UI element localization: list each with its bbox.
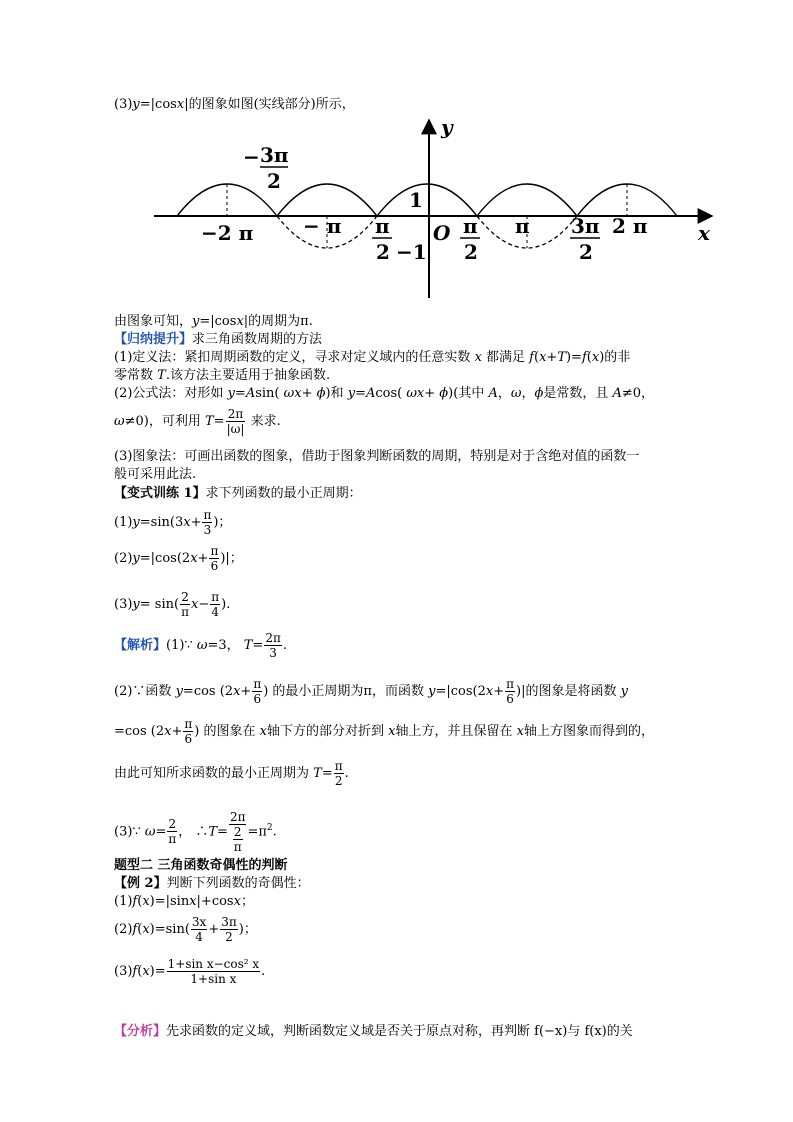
text-run: )=|sin xyxy=(149,894,190,909)
text-run: 3 xyxy=(203,523,212,537)
text-run: . xyxy=(282,638,287,653)
fraction xyxy=(167,957,261,986)
text-run: x xyxy=(190,551,198,566)
text-run: T xyxy=(157,368,166,383)
text-run: 先求函数的定义域，判断函数定义域是否关于原点对称，再判断 f(−x)与 f(x)的关 xyxy=(166,1024,633,1039)
fraction xyxy=(264,631,282,660)
text-run: =|cos xyxy=(199,314,237,329)
text-run: y xyxy=(132,97,140,112)
text-run: y xyxy=(132,551,140,566)
fraction xyxy=(220,915,238,944)
text-run: (2) xyxy=(114,922,133,937)
text-run: 4 xyxy=(211,605,219,619)
label-neg3pi2-minus: − xyxy=(243,145,260,169)
text-run: 2π xyxy=(229,809,246,824)
text-run: (1)定义法：紧扣周期函数的定义，寻求对定义域内的任意实数 xyxy=(114,350,475,365)
text-run: π xyxy=(203,508,212,522)
compound-fraction xyxy=(229,810,247,854)
line-analysis xyxy=(114,1023,633,1041)
text-run: = sin( xyxy=(139,597,180,612)
text-run: 3π xyxy=(221,915,237,929)
text-run: = xyxy=(217,824,228,840)
label-neg2pi: −2 π xyxy=(201,221,254,245)
fraction xyxy=(191,915,207,944)
text-run: 6 xyxy=(210,559,219,573)
text-run: (3)∵ xyxy=(114,824,145,840)
text-run: f xyxy=(132,894,138,909)
text-run: T xyxy=(208,824,218,840)
label-pi2-num: π xyxy=(463,214,478,238)
text-run: y xyxy=(192,314,200,329)
text-run: |的周期为π. xyxy=(243,314,313,329)
text-run: x xyxy=(183,515,191,530)
x-axis-label: x xyxy=(698,221,710,245)
text-run: + xyxy=(240,684,252,699)
text-run: (1)∵ xyxy=(166,638,197,653)
text-run: ( xyxy=(137,922,143,937)
line-period-conclusion xyxy=(114,313,313,331)
text-run: ) 的最小正周期为π，而函数 xyxy=(263,684,429,699)
text-run: (3) xyxy=(114,964,133,979)
text-run: + xyxy=(190,515,202,530)
text-run: π xyxy=(211,590,220,604)
text-run: x xyxy=(142,964,150,979)
text-run: x xyxy=(164,724,172,739)
text-run: π xyxy=(181,605,189,619)
fraction xyxy=(233,825,243,854)
text-run: + xyxy=(301,386,317,401)
text-run: ). xyxy=(221,597,231,612)
text-run: 求下列函数的最小正周期： xyxy=(205,486,362,501)
line-solution-3 xyxy=(114,798,277,862)
label-pi2-den: 2 xyxy=(464,240,478,264)
text-run: + xyxy=(208,922,220,937)
text-run: T xyxy=(204,414,214,429)
label-pi: π xyxy=(515,214,530,238)
text-run: 由此可知所求函数的最小正周期为 xyxy=(114,766,314,781)
text-run: y xyxy=(347,386,356,401)
text-run: T xyxy=(557,350,566,365)
text-run: π xyxy=(334,759,343,773)
text-run: 来求. xyxy=(246,414,281,429)
line-solution-2-result xyxy=(114,758,349,790)
text-run: 零常数 xyxy=(114,368,158,383)
text-run xyxy=(229,825,247,854)
text-run: )|的图象是将函数 xyxy=(516,684,621,699)
text-run: ( xyxy=(137,894,143,909)
text-run: 【变式训练 1】 xyxy=(114,486,206,501)
text-run: (3) xyxy=(114,597,133,612)
text-run: 6 xyxy=(184,732,193,746)
text-run: ( xyxy=(586,350,592,365)
fraction xyxy=(334,759,344,788)
text-run: cos( xyxy=(375,386,407,401)
line-definition-method-cont xyxy=(114,367,330,385)
text-run: 6 xyxy=(506,692,514,706)
text-run: (3) xyxy=(114,97,133,112)
text-run: x xyxy=(189,894,197,909)
text-run: )和 xyxy=(325,386,348,401)
text-run: = xyxy=(355,386,366,401)
text-run: = xyxy=(155,824,167,840)
text-run: =3， xyxy=(207,638,244,653)
text-run: ≠0， xyxy=(621,386,655,401)
text-run: )= xyxy=(149,964,166,979)
text-run: 1+sin x xyxy=(190,972,237,986)
text-run: y xyxy=(428,684,436,699)
text-run: ω xyxy=(144,824,156,840)
text-run: 3 xyxy=(269,646,277,660)
text-run: =π xyxy=(247,824,267,840)
text-run: + xyxy=(171,724,183,739)
text-run: − xyxy=(198,597,210,612)
fraction xyxy=(252,677,262,706)
text-run: x xyxy=(190,597,199,612)
text-run: x xyxy=(388,724,396,739)
text-run: y xyxy=(132,515,140,530)
text-run: ϕ xyxy=(316,386,326,401)
text-run: = xyxy=(321,766,333,781)
line-example-2-part2 xyxy=(114,914,257,946)
text-run: y xyxy=(132,597,140,612)
text-run: )的非 xyxy=(599,350,631,365)
text-run: f xyxy=(529,350,534,365)
text-run: 6 xyxy=(253,692,262,706)
text-run: ω xyxy=(196,638,208,653)
text-run: y xyxy=(227,386,235,401)
text-run: y xyxy=(620,684,628,699)
text-run: A xyxy=(488,386,498,401)
text-run: ωx xyxy=(283,386,302,401)
line-summary-heading xyxy=(114,331,322,349)
text-run: 判断下列函数的奇偶性： xyxy=(166,876,310,891)
text-run: ) 的图象在 xyxy=(194,724,260,739)
text-run: sin( xyxy=(255,386,284,401)
text-run: )= xyxy=(565,350,582,365)
text-run: x xyxy=(233,894,241,909)
text-run: 2 xyxy=(168,817,177,832)
text-run: 2 xyxy=(225,930,233,944)
text-run: x xyxy=(591,350,600,365)
text-run: x xyxy=(142,922,150,937)
text-run: )； xyxy=(213,515,232,530)
text-run: . xyxy=(261,964,266,979)
text-run: ω xyxy=(510,386,522,401)
fraction xyxy=(505,677,515,706)
text-run: x xyxy=(485,684,494,699)
text-run: 由图象可知， xyxy=(114,314,193,329)
text-run: ωx xyxy=(406,386,425,401)
label-neg3pi2-den: 2 xyxy=(267,169,281,193)
line-problem-3 xyxy=(114,590,230,620)
text-run: ； xyxy=(240,894,254,909)
line-problem-2 xyxy=(114,544,243,574)
text-run: 1+sin x−cos² x xyxy=(167,957,260,971)
label-2pi: 2 π xyxy=(612,214,648,238)
text-run: (2)∵函数 xyxy=(114,684,176,699)
text-run: ≠0)，可利用 xyxy=(124,414,205,429)
text-run: π xyxy=(168,832,177,847)
line-problem-1 xyxy=(114,508,231,538)
text-run: )|； xyxy=(220,551,243,566)
text-run: (1) xyxy=(114,515,133,530)
text-run: ( xyxy=(137,964,143,979)
text-run: ϕ xyxy=(534,386,544,401)
text-run: =|cos(2 xyxy=(139,551,191,566)
text-run: f xyxy=(132,922,138,937)
text-run: π xyxy=(233,839,242,854)
line-solution-2 xyxy=(114,676,628,708)
text-run: =cos (2 xyxy=(114,724,165,739)
fraction xyxy=(210,590,220,619)
text-run: 【归纳提升】 xyxy=(114,332,193,347)
text-run: + xyxy=(197,551,209,566)
text-run: 【例 2】 xyxy=(114,876,167,891)
text-run: A xyxy=(612,386,622,401)
text-run: ， xyxy=(497,386,511,401)
text-run: π xyxy=(506,677,515,691)
label-3pi2-den: 2 xyxy=(579,240,593,264)
label-negpi2-num: π xyxy=(375,214,390,238)
text-run: )(其中 xyxy=(448,386,489,401)
line-graph-method: (3)图象法：可画出函数的图象，借助于图象判断函数的周期，特别是对于含绝对值的函数一 xyxy=(114,449,640,464)
text-run: x xyxy=(539,350,547,365)
label-one: 1 xyxy=(409,188,423,212)
text-run: x xyxy=(259,724,267,739)
text-run: ， xyxy=(521,386,535,401)
text-run: .该方法主要适用于抽象函数. xyxy=(165,368,331,383)
text-run: = xyxy=(234,386,246,401)
text-run: 求三角函数周期的方法 xyxy=(192,332,323,347)
text-run: ϕ xyxy=(439,386,449,401)
text-run: 4 xyxy=(195,930,203,944)
text-run: ω xyxy=(114,414,125,429)
text-run: 都满足 xyxy=(481,350,530,365)
text-run: + xyxy=(546,350,558,365)
text-run: ( xyxy=(533,350,540,365)
text-run: x xyxy=(474,350,482,365)
section-heading-type2: 题型二 三角函数奇偶性的判断 xyxy=(114,858,288,873)
line-graph-method-cont: 般可采用此法. xyxy=(114,467,197,482)
text-run: 2 xyxy=(334,774,343,788)
text-run: (2)公式法：对形如 xyxy=(114,386,228,401)
text-run: |ω| xyxy=(226,422,245,436)
text-run: A xyxy=(365,386,376,401)
text-run: + xyxy=(493,684,505,699)
text-run: )=sin( xyxy=(149,922,190,937)
text-run: f xyxy=(132,964,138,979)
text-run: x xyxy=(176,97,185,112)
text-run: 【分析】 xyxy=(114,1024,167,1039)
text-run: 2 xyxy=(233,824,242,839)
fraction xyxy=(202,508,212,537)
text-run: x xyxy=(142,894,150,909)
line-formula-T xyxy=(114,406,281,438)
text-run: x xyxy=(516,724,524,739)
text-run: 3x xyxy=(191,915,207,929)
label-neg3pi2-num: 3π xyxy=(260,143,289,167)
label-minus-one: −1 xyxy=(396,240,427,264)
text-run: 是常数，且 xyxy=(543,386,613,401)
text-run: T xyxy=(313,766,322,781)
text-run: =cos (2 xyxy=(182,684,234,699)
text-run: π xyxy=(184,717,193,731)
fraction xyxy=(209,544,219,573)
label-3pi2-num: 3π xyxy=(571,214,600,238)
line-example-2-heading xyxy=(114,875,310,893)
text-run: 轴上方图象而得到的， xyxy=(523,724,654,739)
solid-curve xyxy=(177,184,677,216)
text-run: =|cos(2 xyxy=(435,684,486,699)
line-formula-method xyxy=(114,385,654,403)
text-run: =|cos xyxy=(139,97,177,112)
text-run: . xyxy=(344,766,349,781)
text-run: = xyxy=(213,414,225,429)
line-solution-1 xyxy=(114,630,287,662)
label-negpi: − π xyxy=(303,214,342,238)
text-run: =sin(3 xyxy=(139,515,184,530)
text-run: f xyxy=(581,350,587,365)
y-axis-label: y xyxy=(441,115,453,139)
fraction-2pi-over-omega xyxy=(226,407,246,436)
fraction xyxy=(180,590,190,619)
text-run: . xyxy=(272,824,277,840)
text-run: 轴上方，并且保留在 xyxy=(395,724,517,739)
text-run: 【解析】 xyxy=(114,638,167,653)
text-run: + xyxy=(424,386,440,401)
text-run: |+cos xyxy=(196,894,234,909)
text-run: 2π xyxy=(226,407,246,422)
text-run: x xyxy=(233,684,241,699)
text-run: π xyxy=(210,544,219,558)
abs-cos-graph xyxy=(150,112,720,304)
text-run: (1) xyxy=(114,894,133,909)
text-run: 轴下方的部分对折到 xyxy=(266,724,389,739)
text-run: A xyxy=(245,386,256,401)
text-run: (2) xyxy=(114,551,133,566)
text-run: y xyxy=(175,684,183,699)
line-example-2-part1 xyxy=(114,893,254,911)
line-variant-training-heading xyxy=(114,485,362,503)
line-example-2-part3 xyxy=(114,956,265,988)
text-run: 2π xyxy=(265,631,281,645)
text-run: T xyxy=(243,638,253,653)
fraction xyxy=(183,717,193,746)
fraction xyxy=(167,817,177,846)
text-run: π xyxy=(253,677,262,691)
label-origin: O xyxy=(433,221,451,245)
line-definition-method xyxy=(114,349,630,367)
label-negpi2-den: 2 xyxy=(376,240,390,264)
text-run: ， ∴ xyxy=(178,824,209,840)
text-run: |的图象如图(实线部分)所示， xyxy=(184,97,355,112)
text-run: 2 xyxy=(181,590,189,604)
text-run: )； xyxy=(238,922,257,937)
line-solution-2-cont xyxy=(114,716,654,748)
text-run: = xyxy=(252,638,264,653)
text-run: 2 xyxy=(266,823,273,833)
text-run: x xyxy=(236,314,244,329)
